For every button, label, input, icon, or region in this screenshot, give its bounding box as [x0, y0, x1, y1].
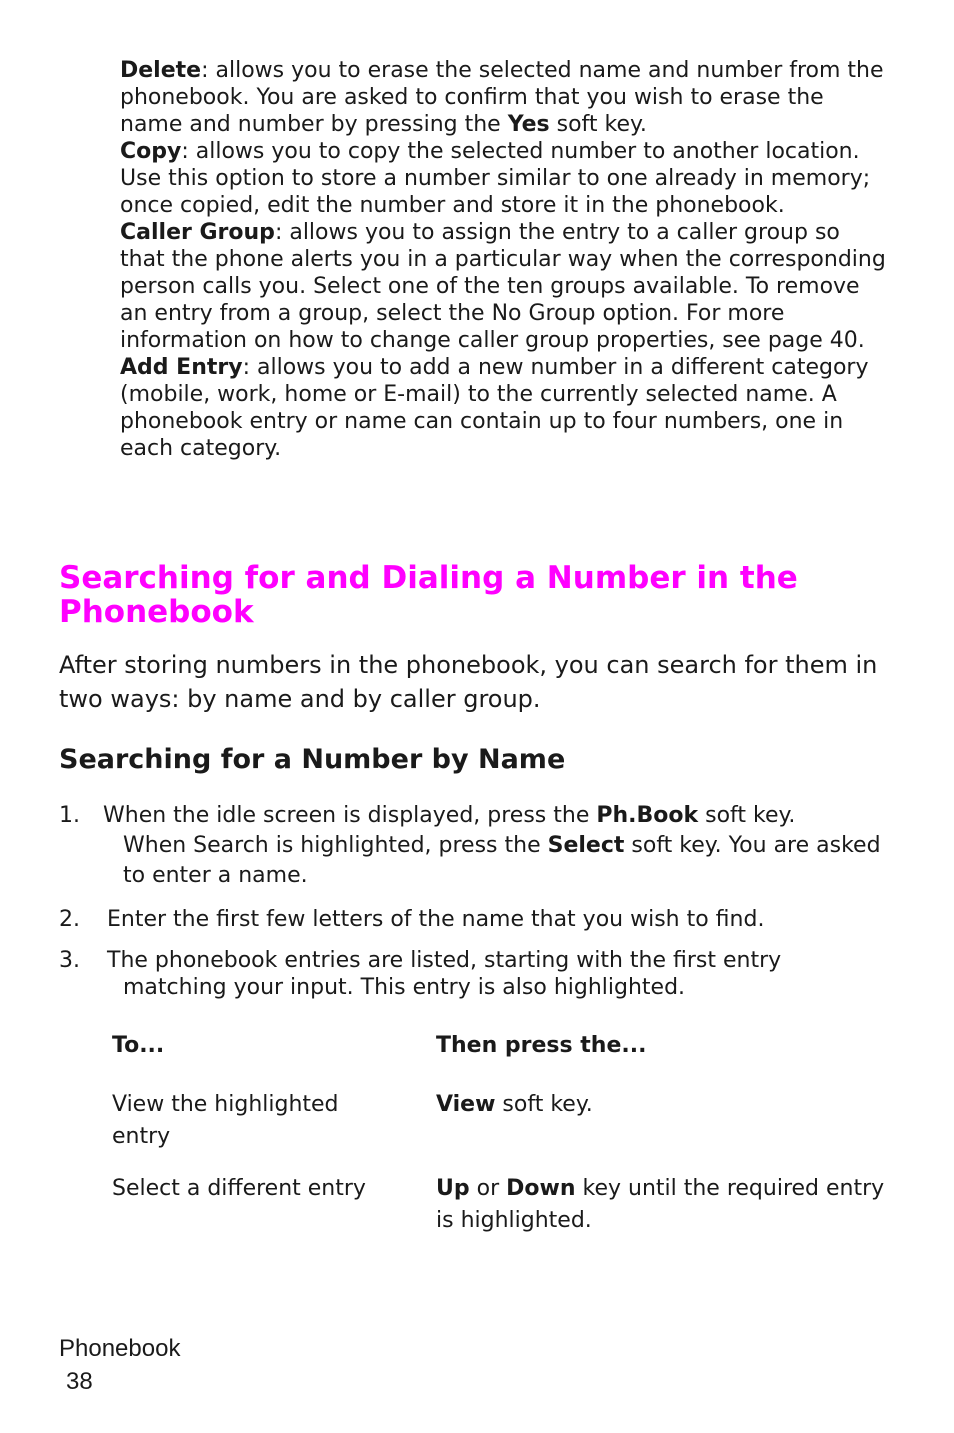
section-heading: Searching for and Dialing a Number in the Phonebook — [59, 560, 798, 630]
option-term: Delete — [120, 58, 202, 83]
step-3-continued: matching your input. This entry is also highlighted. — [123, 975, 686, 1000]
step-1-continued: When Search is highlighted, press the Select soft key. You are asked to enter a name. — [123, 833, 881, 888]
option-term: Copy — [120, 139, 182, 164]
key-name: Yes — [507, 112, 550, 137]
option-delete: Delete: allows you to erase the selected name and number from the phonebook. You are asked to confirm that you wish to erase the name and number by pressing the Yes soft key. — [120, 58, 884, 137]
page-number: 38 — [66, 1368, 93, 1395]
key-name: Select — [547, 833, 625, 858]
option-caller-group: Caller Group: allows you to assign the entry to a caller group so that the phone alerts you in a particular way when the corresponding person calls you. Select one of the ten groups available. To remove an entry from a group, select the No Group option. For more information on how to change caller group properties, see page 40. — [120, 220, 886, 353]
key-name: Ph.Book — [596, 803, 699, 828]
step-text: When the idle screen is displayed, press the Ph.Book soft key. — [103, 803, 796, 828]
option-add-entry: Add Entry: allows you to add a new number in a different category (mobile, work, home or E-mail) to the currently selected name. A phonebook entry or name can contain up to four numbers, one in each category. — [120, 355, 869, 461]
option-copy: Copy: allows you to copy the selected number to another location. Use this option to store a number similar to one already in memory; once copied, edit the number and store it in the phonebook. — [120, 139, 871, 218]
key-name: Up — [436, 1176, 470, 1201]
subsection-heading: Searching for a Number by Name — [59, 744, 566, 775]
footer-section-name: Phonebook — [59, 1335, 181, 1362]
step-number: 2. — [59, 907, 80, 932]
option-term: Add Entry — [120, 355, 243, 380]
step-number: 1. — [59, 803, 80, 828]
key-name: View — [436, 1092, 496, 1117]
section-intro: After storing numbers in the phonebook, you can search for them in two ways: by name and by caller group. — [59, 651, 878, 713]
step-text: Enter the first few letters of the name that you wish to find. — [107, 907, 765, 932]
step-number: 3. — [59, 948, 80, 973]
options-list — [120, 57, 890, 462]
table-row-1-action: View the highlighted entry — [112, 1092, 339, 1149]
step-text: The phonebook entries are listed, starting with the first entry — [107, 948, 782, 973]
table-header-key: Then press the... — [436, 1033, 647, 1058]
table-header-action: To... — [112, 1033, 165, 1058]
table-row-1-key: View soft key. — [436, 1092, 593, 1117]
key-name: Down — [506, 1176, 576, 1201]
table-row-2-key: Up or Down key until the required entry is highlighted. — [436, 1176, 885, 1233]
table-row-2-action: Select a different entry — [112, 1176, 366, 1201]
option-term: Caller Group — [120, 220, 275, 245]
